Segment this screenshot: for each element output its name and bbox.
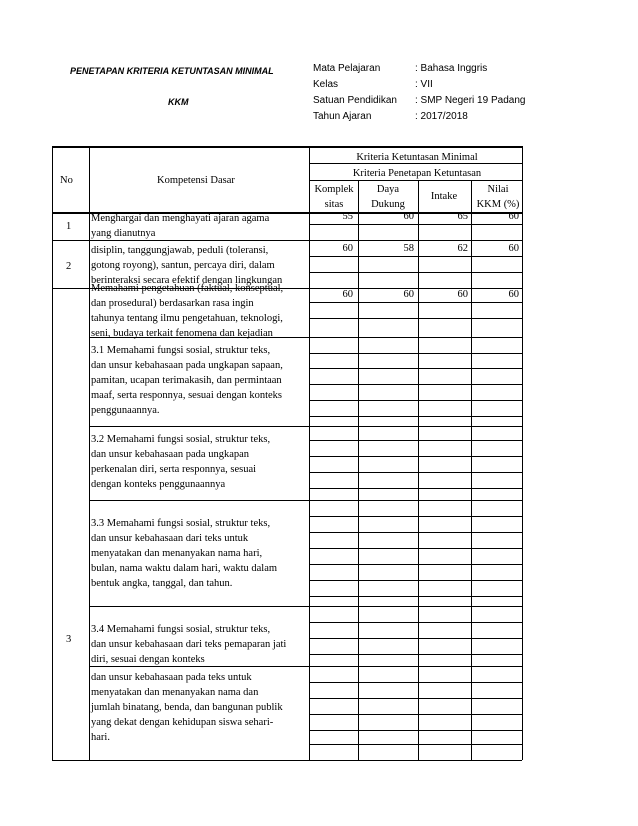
kd-line: yang dianutnya bbox=[91, 228, 156, 239]
header-daya-line2: Dukung bbox=[371, 199, 405, 210]
document-subtitle: KKM bbox=[168, 97, 189, 107]
value-kompleksitas: 55 bbox=[342, 211, 353, 222]
kd-line: tahunya tentang ilmu pengetahuan, teknologi, bbox=[91, 313, 283, 324]
kd-line: 3.2 Memahami fungsi sosial, struktur teks, bbox=[91, 434, 271, 445]
kd-line: jumlah binatang, benda, dan bangunan publik bbox=[91, 702, 283, 713]
grid-line bbox=[309, 488, 522, 489]
info-label: Tahun Ajaran bbox=[313, 111, 372, 122]
grid-line bbox=[358, 180, 359, 760]
kd-line: maaf, serta responnya, sesuai dengan konteks bbox=[91, 390, 282, 401]
grid-line bbox=[309, 666, 522, 667]
kd-line: bentuk angka, tanggal, dan tahun. bbox=[91, 578, 233, 589]
info-value: : 2017/2018 bbox=[415, 111, 468, 122]
value-kompleksitas: 60 bbox=[342, 289, 353, 300]
grid-line bbox=[418, 180, 419, 760]
header-kriteria-ketuntasan: Kriteria Ketuntasan Minimal bbox=[356, 152, 478, 163]
kd-line: dan unsur kebahasaan pada teks untuk bbox=[91, 672, 252, 683]
grid-line bbox=[309, 730, 522, 731]
kd-line: dan unsur kebahasaan pada ungkapan sapaan, bbox=[91, 360, 283, 371]
grid-line bbox=[89, 606, 309, 607]
value-intake: 62 bbox=[457, 243, 468, 254]
grid-line bbox=[309, 426, 522, 427]
header-kompleksitas-line1: Komplek bbox=[314, 184, 354, 195]
value-intake: 65 bbox=[457, 211, 468, 222]
info-value: : Bahasa Inggris bbox=[415, 63, 488, 74]
header-kriteria-penetapan: Kriteria Penetapan Ketuntasan bbox=[352, 168, 482, 179]
kd-line: diri, sesuai dengan konteks bbox=[91, 654, 205, 665]
row-3-no: 3 bbox=[66, 634, 72, 645]
kd-line: perkenalan diri, serta responnya, sesuai bbox=[91, 464, 257, 475]
grid-line bbox=[89, 337, 309, 338]
grid-line bbox=[309, 337, 522, 338]
row-1-no: 1 bbox=[66, 221, 72, 232]
info-row bbox=[313, 93, 525, 109]
grid-line bbox=[89, 500, 309, 501]
grid-line bbox=[309, 698, 522, 699]
value-kompleksitas: 60 bbox=[342, 243, 353, 254]
kd-line: Menghargai dan menghayati ajaran agama bbox=[91, 213, 270, 224]
value-intake: 60 bbox=[457, 289, 468, 300]
grid-line bbox=[522, 146, 523, 760]
row-2-no: 2 bbox=[66, 261, 72, 272]
info-label: Satuan Pendidikan bbox=[313, 95, 397, 106]
grid-line bbox=[309, 318, 522, 319]
grid-line bbox=[309, 272, 522, 273]
grid-line bbox=[309, 416, 522, 417]
kd-line: dan unsur kebahasaan pada ungkapan bbox=[91, 449, 250, 460]
info-row bbox=[313, 109, 525, 125]
grid-line bbox=[52, 240, 522, 241]
kd-line: dan unsur kebahasaan dari teks untuk bbox=[91, 533, 249, 544]
kd-line: dan prosedural) berdasarkan rasa ingin bbox=[91, 298, 254, 309]
grid-line bbox=[309, 500, 522, 501]
kd-line: dengan konteks penggunaannya bbox=[91, 479, 226, 490]
kd-line: berinteraksi secara efektif dengan lingkungan bbox=[91, 275, 283, 286]
grid-line bbox=[89, 146, 90, 760]
grid-line bbox=[309, 146, 310, 760]
grid-line bbox=[309, 224, 522, 225]
kd-line: 3.3 Memahami fungsi sosial, struktur teks, bbox=[91, 518, 271, 529]
kd-line: menyatakan dan menanyakan nama hari, bbox=[91, 548, 263, 559]
grid-line bbox=[52, 146, 53, 760]
kd-line: pamitan, ucapan terimakasih, dan permintaan bbox=[91, 375, 282, 386]
header-daya-line1: Daya bbox=[376, 184, 400, 195]
info-row bbox=[313, 61, 525, 77]
grid-line bbox=[89, 426, 309, 427]
grid-line bbox=[309, 472, 522, 473]
kd-line: bulan, nama waktu dalam hari, waktu dalam bbox=[91, 563, 278, 574]
grid-line bbox=[309, 622, 522, 623]
grid-line bbox=[52, 212, 522, 214]
grid-line bbox=[309, 654, 522, 655]
value-nilai-kkm: 60 bbox=[508, 243, 519, 254]
grid-line bbox=[309, 532, 522, 533]
value-daya-dukung: 60 bbox=[403, 289, 414, 300]
info-block bbox=[313, 61, 525, 125]
grid-line bbox=[309, 580, 522, 581]
kd-line: hari. bbox=[91, 732, 110, 743]
grid-line bbox=[309, 606, 522, 607]
value-nilai-kkm: 60 bbox=[508, 211, 519, 222]
header-no: No bbox=[60, 175, 73, 186]
info-row bbox=[313, 77, 525, 93]
header-kompleksitas-line2: sitas bbox=[324, 199, 344, 210]
grid-line bbox=[309, 384, 522, 385]
kd-line: penggunaannya. bbox=[91, 405, 160, 416]
info-value: : SMP Negeri 19 Padang bbox=[415, 95, 526, 106]
document-title: PENETAPAN KRITERIA KETUNTASAN MINIMAL bbox=[70, 66, 274, 76]
grid-line bbox=[309, 516, 522, 517]
grid-line bbox=[309, 456, 522, 457]
info-label: Mata Pelajaran bbox=[313, 63, 381, 74]
grid-line bbox=[309, 400, 522, 401]
grid-line bbox=[309, 564, 522, 565]
grid-line bbox=[309, 682, 522, 683]
grid-line bbox=[309, 596, 522, 597]
header-kompetensi-dasar: Kompetensi Dasar bbox=[157, 175, 235, 186]
grid-line bbox=[89, 666, 309, 667]
kd-line: 3.4 Memahami fungsi sosial, struktur teks, bbox=[91, 624, 271, 635]
header-nilai-line1: Nilai bbox=[487, 184, 509, 195]
grid-line bbox=[309, 368, 522, 369]
grid-line bbox=[309, 256, 522, 257]
kd-line: 3.1 Memahami fungsi sosial, struktur teks, bbox=[91, 345, 271, 356]
header-nilai-line2: KKM (%) bbox=[476, 199, 520, 210]
value-daya-dukung: 60 bbox=[403, 211, 414, 222]
kd-line: Memahami pengetahuan (faktual, konseptual, bbox=[91, 283, 284, 294]
kd-line: seni, budaya terkait fenomena dan kejadian bbox=[91, 328, 273, 339]
kd-line: gotong royong), santun, percaya diri, dalam bbox=[91, 260, 275, 271]
grid-line bbox=[309, 302, 522, 303]
grid-line bbox=[309, 180, 522, 181]
grid-line bbox=[309, 638, 522, 639]
kd-line: dan unsur kebahasaan dari teks pemaparan jati bbox=[91, 639, 287, 650]
header-intake: Intake bbox=[430, 191, 458, 202]
grid-line bbox=[309, 440, 522, 441]
grid-line bbox=[309, 353, 522, 354]
value-nilai-kkm: 60 bbox=[508, 289, 519, 300]
value-daya-dukung: 58 bbox=[403, 243, 414, 254]
kd-line: disiplin, tanggungjawab, peduli (toleransi, bbox=[91, 245, 269, 256]
grid-line bbox=[52, 288, 522, 289]
info-label: Kelas bbox=[313, 79, 339, 90]
grid-line bbox=[309, 714, 522, 715]
grid-line bbox=[309, 548, 522, 549]
kd-line: yang dekat dengan kehidupan siswa sehari- bbox=[91, 717, 274, 728]
grid-line bbox=[471, 180, 472, 760]
info-value: : VII bbox=[415, 79, 433, 90]
kd-line: menyatakan dan menanyakan nama dan bbox=[91, 687, 259, 698]
grid-line bbox=[52, 146, 522, 148]
grid-line bbox=[309, 744, 522, 745]
grid-line bbox=[309, 163, 522, 164]
grid-line bbox=[52, 760, 522, 761]
